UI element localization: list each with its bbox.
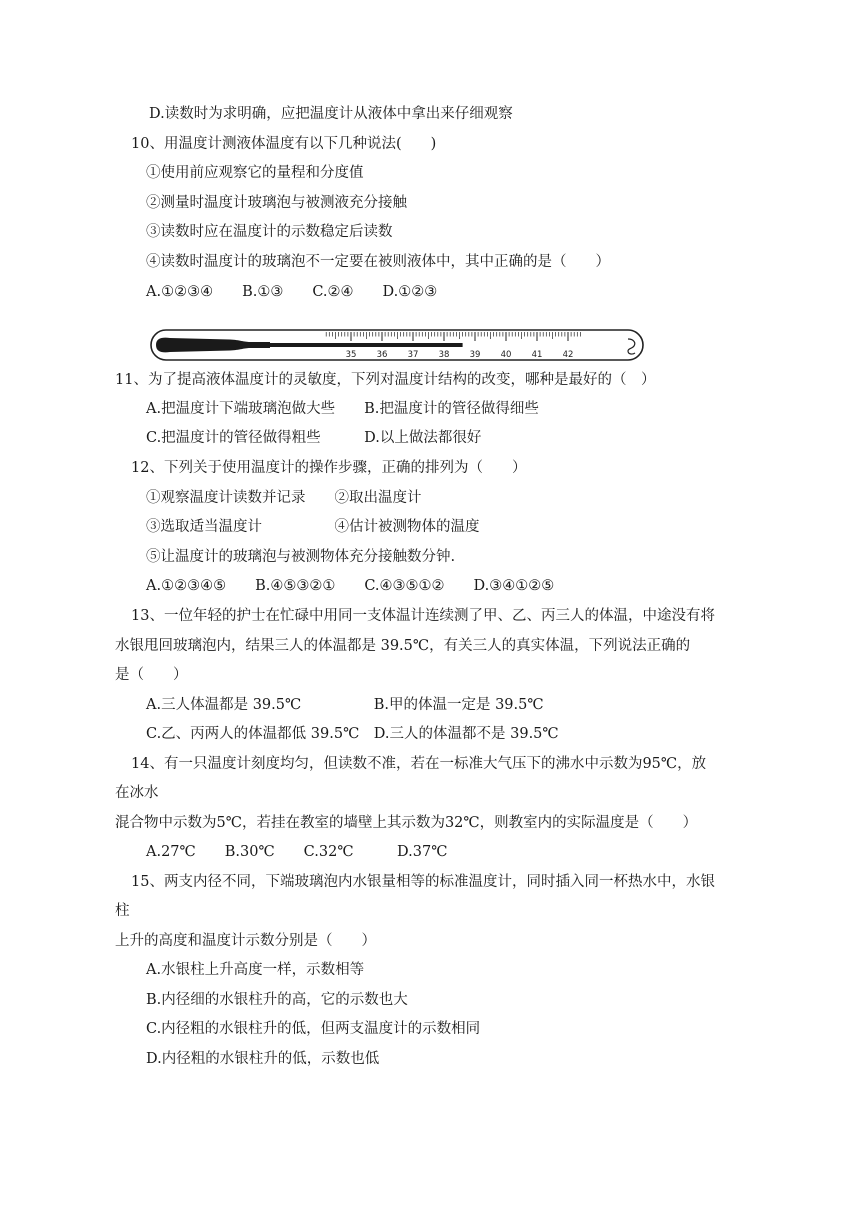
scale-label: 40	[500, 350, 512, 360]
options-13-cd: C.乙、丙两人的体温都低 39.5℃ D.三人的体温都不是 39.5℃	[146, 726, 559, 742]
question-11-stem: 11、为了提高液体温度计的灵敏度，下列对温度计结构的改变，哪种是最好的（ ）	[115, 372, 656, 388]
options-11-cd: C.把温度计的管径做得粗些 D.以上做法都很好	[146, 430, 482, 446]
question-14-line-2: 在冰水	[115, 785, 159, 801]
options-13-ab: A.三人体温都是 39.5℃ B.甲的体温一定是 39.5℃	[146, 697, 544, 713]
mercury-column	[270, 343, 463, 347]
option-15b: B.内径细的水银柱升的高，它的示数也大	[146, 992, 408, 1008]
question-13-line-2: 水银甩回玻璃泡内，结果三人的体温都是 39.5℃，有关三人的真实体温，下列说法正确的	[115, 638, 691, 654]
steps-12-c: ⑤让温度计的玻璃泡与被测物体充分接触数分钟.	[146, 549, 456, 565]
scale-label: 38	[438, 350, 450, 360]
question-12-stem: 12、下列关于使用温度计的操作步骤，正确的排列为（ ）	[131, 460, 527, 476]
options-14: A.27℃ B.30℃ C.32℃ D.37℃	[146, 844, 448, 860]
scale-label: 37	[407, 350, 419, 360]
statement-10-4: ④读数时温度计的玻璃泡不一定要在被则液体中，其中正确的是（ ）	[146, 254, 610, 270]
question-14-line-1: 14、有一只温度计刻度均匀，但读数不准，若在一标准大气压下的沸水中示数为95℃，放	[131, 756, 707, 772]
question-15-line-3: 上升的高度和温度计示数分别是（ ）	[115, 933, 376, 949]
options-12: A.①②③④⑤ B.④⑤③②① C.④③⑤①② D.③④①②⑤	[146, 578, 555, 594]
statement-10-3: ③读数时应在温度计的示数稳定后读数	[146, 224, 393, 240]
question-15-line-2: 柱	[115, 903, 130, 919]
statement-10-1: ①使用前应观察它的量程和分度值	[146, 165, 364, 181]
scale-label: 41	[531, 350, 543, 360]
option-9d: D.读数时为求明确，应把温度计从液体中拿出来仔细观察	[149, 106, 513, 122]
scale-label: 36	[376, 350, 388, 360]
thermometer-drawing	[150, 324, 645, 366]
question-13-line-3: 是（ ）	[115, 667, 188, 683]
scale-label: 42	[562, 350, 574, 360]
option-15c: C.内径粗的水银柱升的低，但两支温度计的示数相同	[146, 1021, 481, 1037]
options-10: A.①②③④ B.①③ C.②④ D.①②③	[146, 284, 438, 300]
options-11-ab: A.把温度计下端玻璃泡做大些 B.把温度计的管径做得细些	[146, 401, 539, 417]
steps-12-b: ③选取适当温度计 ④估计被测物体的温度	[146, 519, 480, 535]
option-15a: A.水银柱上升高度一样，示数相等	[146, 962, 365, 978]
statement-10-2: ②测量时温度计玻璃泡与被测液充分接触	[146, 195, 407, 211]
question-15-line-1: 15、两支内径不同，下端玻璃泡内水银量相等的标准温度计，同时插入同一杯热水中，水银	[131, 874, 715, 890]
scale-label: 39	[469, 350, 481, 360]
option-15d: D.内径粗的水银柱升的低，示数也低	[146, 1051, 380, 1067]
thermometer-figure	[150, 324, 645, 366]
question-14-line-3: 混合物中示数为5℃，若挂在教室的墙壁上其示数为32℃，则教室内的实际温度是（ ）	[115, 815, 698, 831]
steps-12-a: ①观察温度计读数并记录 ②取出温度计	[146, 490, 422, 506]
scale-label: 35	[345, 350, 357, 360]
question-10-stem: 10、用温度计测液体温度有以下几种说法( )	[131, 136, 437, 152]
question-13-line-1: 13、一位年轻的护士在忙碌中用同一支体温计连续测了甲、乙、丙三人的体温，中途没有将	[131, 608, 715, 624]
